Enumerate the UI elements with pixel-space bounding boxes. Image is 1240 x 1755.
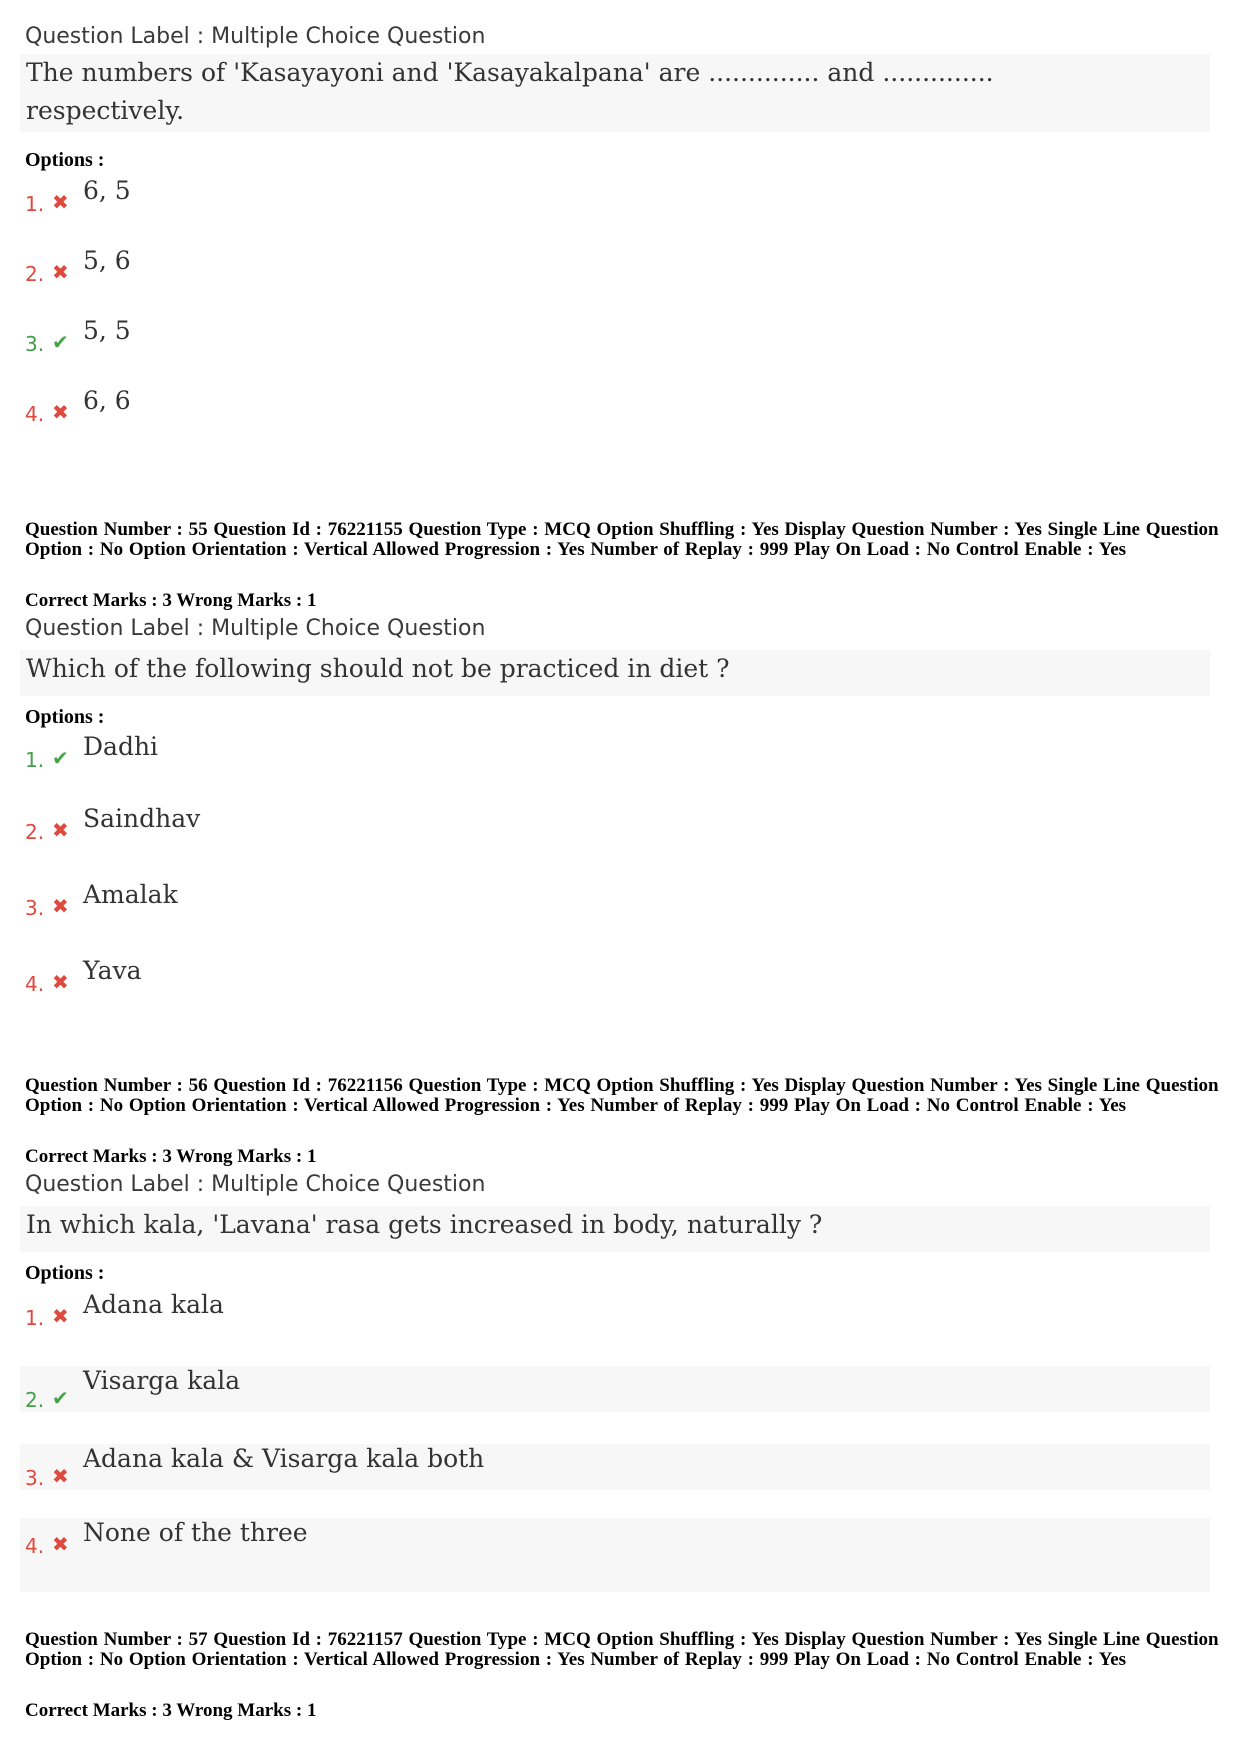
option-1 bbox=[25, 732, 1215, 772]
cross-icon: ✖ bbox=[52, 1304, 69, 1328]
question-label: Question Label : Multiple Choice Question bbox=[25, 24, 486, 49]
options-heading: Options : bbox=[25, 149, 105, 171]
marks-info: Correct Marks : 3 Wrong Marks : 1 bbox=[25, 1146, 317, 1167]
cross-icon: ✖ bbox=[52, 400, 69, 424]
option-text: Dadhi bbox=[83, 732, 159, 761]
option-3 bbox=[25, 880, 1215, 920]
option-3 bbox=[25, 316, 1215, 356]
option-text: 5, 6 bbox=[83, 246, 131, 275]
option-number: 1. bbox=[25, 748, 45, 772]
option-number: 1. bbox=[25, 1306, 45, 1330]
marks-info: Correct Marks : 3 Wrong Marks : 1 bbox=[25, 590, 317, 611]
option-number: 2. bbox=[25, 1388, 45, 1412]
option-number: 3. bbox=[25, 1466, 45, 1490]
option-text: Saindhav bbox=[83, 804, 201, 833]
options-heading: Options : bbox=[25, 706, 105, 728]
option-4 bbox=[25, 386, 1215, 426]
question-text-line: The numbers of 'Kasayayoni and 'Kasayakalpana' are .............. and .............. bbox=[26, 58, 994, 87]
option-text: 5, 5 bbox=[83, 316, 131, 345]
option-text: 6, 6 bbox=[83, 386, 131, 415]
option-text: Amalak bbox=[83, 880, 178, 909]
option-number: 4. bbox=[25, 972, 45, 996]
cross-icon: ✖ bbox=[52, 1532, 69, 1556]
option-text: Yava bbox=[83, 956, 142, 985]
question-text: Which of the following should not be practiced in diet ? bbox=[20, 650, 1210, 696]
option-text: None of the three bbox=[83, 1518, 308, 1547]
cross-icon: ✖ bbox=[52, 970, 69, 994]
question-text-line: respectively. bbox=[26, 96, 185, 125]
check-icon: ✔ bbox=[52, 330, 69, 354]
question-metadata: Question Number : 57 Question Id : 76221157 Question Type : MCQ Option Shuffling : Yes Display Question Number : Yes Single Line Question Option : No Option Orientation : Vertical Allowed Progression : Yes Number of Replay : 999 Play On Load : No Control Enable : Yes bbox=[25, 1629, 1219, 1670]
option-2 bbox=[20, 1366, 1210, 1412]
cross-icon: ✖ bbox=[52, 1464, 69, 1488]
option-text: Visarga kala bbox=[83, 1366, 241, 1395]
option-text: Adana kala bbox=[83, 1290, 224, 1319]
option-1 bbox=[25, 176, 1215, 216]
option-number: 1. bbox=[25, 192, 45, 216]
option-3 bbox=[20, 1444, 1210, 1490]
option-1 bbox=[25, 1290, 1215, 1330]
option-2 bbox=[25, 804, 1215, 844]
check-icon: ✔ bbox=[52, 1386, 69, 1410]
question-label: Question Label : Multiple Choice Question bbox=[25, 1172, 486, 1197]
question-text bbox=[20, 54, 1210, 132]
question-metadata: Question Number : 55 Question Id : 76221155 Question Type : MCQ Option Shuffling : Yes Display Question Number : Yes Single Line Question Option : No Option Orientation : Vertical Allowed Progression : Yes Number of Replay : 999 Play On Load : No Control Enable : Yes bbox=[25, 519, 1219, 560]
option-text: 6, 5 bbox=[83, 176, 131, 205]
marks-info: Correct Marks : 3 Wrong Marks : 1 bbox=[25, 1700, 317, 1721]
option-4 bbox=[20, 1518, 1210, 1592]
question-text: In which kala, 'Lavana' rasa gets increased in body, naturally ? bbox=[20, 1206, 1210, 1252]
question-label: Question Label : Multiple Choice Question bbox=[25, 616, 486, 641]
option-number: 4. bbox=[25, 402, 45, 426]
question-metadata: Question Number : 56 Question Id : 76221156 Question Type : MCQ Option Shuffling : Yes Display Question Number : Yes Single Line Question Option : No Option Orientation : Vertical Allowed Progression : Yes Number of Replay : 999 Play On Load : No Control Enable : Yes bbox=[25, 1075, 1219, 1116]
cross-icon: ✖ bbox=[52, 190, 69, 214]
cross-icon: ✖ bbox=[52, 260, 69, 284]
options-heading: Options : bbox=[25, 1262, 105, 1284]
option-2 bbox=[25, 246, 1215, 286]
option-text: Adana kala & Visarga kala both bbox=[83, 1444, 485, 1473]
cross-icon: ✖ bbox=[52, 818, 69, 842]
cross-icon: ✖ bbox=[52, 894, 69, 918]
option-number: 3. bbox=[25, 896, 45, 920]
option-4 bbox=[25, 956, 1215, 996]
option-number: 4. bbox=[25, 1534, 45, 1558]
option-number: 2. bbox=[25, 820, 45, 844]
check-icon: ✔ bbox=[52, 746, 69, 770]
option-number: 3. bbox=[25, 332, 45, 356]
option-number: 2. bbox=[25, 262, 45, 286]
